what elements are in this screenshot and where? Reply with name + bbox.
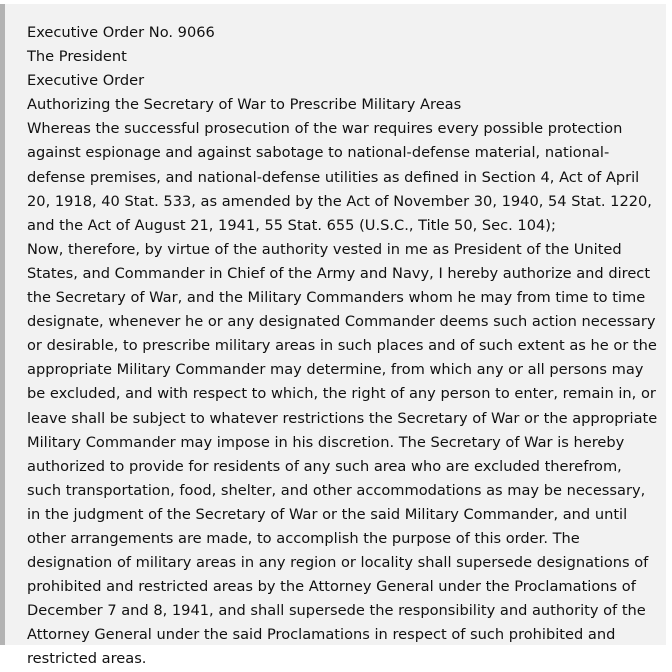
blockquote [0, 4, 666, 668]
body-paragraph: Now, therefore, by virtue of the authority vested in me as President of the United States, and Commander in Chief of the Army and Navy, I hereby authorize and direct the Secretary of War, and the Military Commanders whom he may from time to time designate, whenever he or any designated Commander deems such action necessary or desirable, to prescribe military areas in such places and of such extent as he or the appropriate Military Commander may determine, from which any or all persons may be excluded, and with respect to which, the right of any person to enter, remain in, or leave shall be subject to whatever restrictions the Secretary of War or the appropriate Military Commander may impose in his discretion. The Secretary of War is hereby authorized to provide for residents of any such area who are excluded therefrom, such transportation, food, shelter, and other accommodations as may be necessary, in the judgment of the Secretary of War or the said Military Commander, and until other arrangements are made, to accomplish the purpose of this order. The designation of military areas in any region or locality shall supersede designations of prohibited and restricted areas by the Attorney General under the Proclamations of December 7 and 8, 1941, and shall supersede the responsibility and authority of the Attorney General under the said Proclamations in respect of such prohibited and restricted areas. [27, 240, 658, 668]
document-type: Executive Order [27, 72, 145, 90]
document-title: Authorizing the Secretary of War to Prescribe Military Areas [27, 96, 462, 114]
preamble-paragraph: Whereas the successful prosecution of the war requires every possible protection against espionage and against sabotage to national-defense material, national-defense premises, and national-defense utilities as defined in Section 4, Act of April 20, 1918, 40 Stat. 533, as amended by the Act of November 30, 1940, 54 Stat. 1220, and the Act of August 21, 1941, 55 Stat. 655 (U.S.C., Title 50, Sec. 104); [27, 120, 652, 234]
issuer: The President [27, 48, 127, 66]
order-number: Executive Order No. 9066 [27, 24, 215, 41]
